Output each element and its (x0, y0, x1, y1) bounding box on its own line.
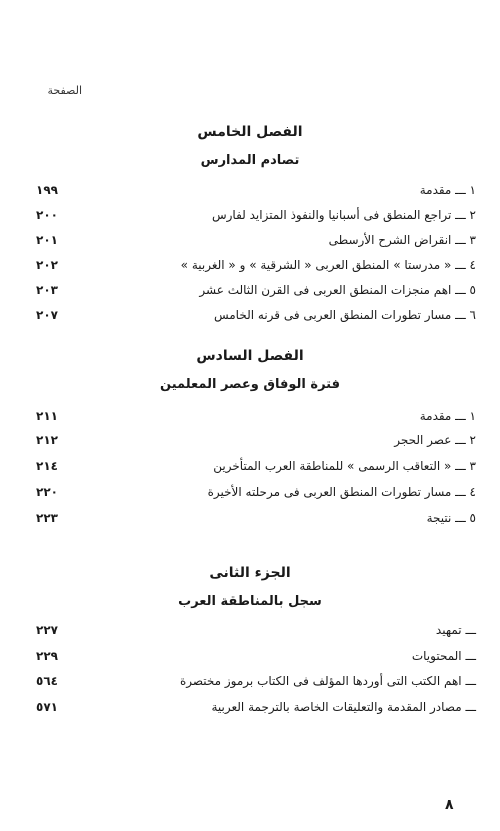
toc-entry-page: ١٩٩ (36, 183, 58, 197)
toc-entry-page: ٢٢٧ (36, 623, 58, 637)
toc-entry-page: ٢٠١ (36, 233, 58, 247)
toc-entry-title: ٢ ـــ عصر الحجر (394, 433, 476, 447)
toc-entry (36, 700, 476, 720)
toc-entry (36, 433, 476, 453)
toc-entry-title: ـــ مصادر المقدمة والتعليقات الخاصة بالترجمة العربية (211, 700, 476, 714)
toc-entry-title: ٥ ـــ نتيجة (426, 511, 476, 525)
toc-entry-page: ٢٢٩ (36, 649, 58, 663)
toc-entry-title: ٥ ـــ اهم منجزات المنطق العربى فى القرن الثالث عشر (199, 283, 476, 297)
chapter-5-subtitle: تصادم المدارس (200, 153, 300, 168)
toc-entry-title: ١ ـــ مقدمة (419, 409, 476, 423)
toc-entry (36, 308, 476, 328)
toc-entry-title: ٦ ـــ مسار تطورات المنطق العربى فى قرنه الخامس (213, 308, 476, 322)
toc-entry-title: ـــ المحتويات (411, 649, 476, 663)
chapter-5-title: الفصل الخامس (197, 124, 303, 140)
toc-entry-title: ٢ ـــ تراجع المنطق فى أسبانيا والنفوذ المتزايد لفارس (211, 208, 476, 222)
toc-entry-page: ٥٧١ (36, 700, 58, 714)
toc-entry-page: ٢١٢ (36, 433, 58, 447)
toc-entry-title: ـــ اهم الكتب التى أوردها المؤلف فى الكتاب برموز مختصرة (179, 674, 476, 688)
footer-page-number: ٨ (445, 797, 454, 813)
toc-entry (36, 409, 476, 429)
toc-entry (36, 258, 476, 278)
toc-entry-page: ٢١٤ (36, 459, 58, 473)
page-column-label: الصفحة (47, 84, 82, 97)
toc-entry (36, 183, 476, 203)
part-two-subtitle: سجل بالمناطقة العرب (178, 594, 322, 609)
toc-entry (36, 208, 476, 228)
toc-entry-title: ٤ ـــ « مدرستا » المنطق العربى « الشرقية » و « الغربية » (180, 258, 476, 272)
toc-entry (36, 649, 476, 669)
chapter-6-subtitle: فترة الوفاق وعصر المعلمين (160, 377, 340, 392)
chapter-6-title: الفصل السادس (196, 348, 304, 364)
toc-entry-title: ٤ ـــ مسار تطورات المنطق العربى فى مرحلته الأخيرة (207, 485, 476, 499)
toc-entry (36, 283, 476, 303)
toc-entry (36, 511, 476, 531)
toc-entry-page: ٢١١ (36, 409, 58, 423)
part-two-title: الجزء الثانى (209, 565, 291, 581)
toc-entry-title: ـــ تمهيد (435, 623, 476, 637)
toc-entry-page: ٢٢٠ (36, 485, 58, 499)
toc-entry-page: ٢٠٠ (36, 208, 58, 222)
toc-entry-title: ٣ ـــ انقراض الشرح الأرسطى (328, 233, 476, 247)
toc-entry-page: ٥٦٤ (36, 674, 58, 688)
toc-entry (36, 623, 476, 643)
toc-entry (36, 233, 476, 253)
toc-entry-title: ٣ ـــ « التعاقب الرسمى » للمناطقة العرب المتأخرين (213, 459, 476, 473)
toc-entry (36, 459, 476, 479)
toc-entry (36, 674, 476, 694)
toc-entry-page: ٢٠٧ (36, 308, 58, 322)
toc-entry-page: ٢٠٣ (36, 283, 58, 297)
toc-entry-page: ٢٢٣ (36, 511, 58, 525)
toc-entry-title: ١ ـــ مقدمة (419, 183, 476, 197)
toc-entry (36, 485, 476, 505)
toc-entry-page: ٢٠٢ (36, 258, 58, 272)
